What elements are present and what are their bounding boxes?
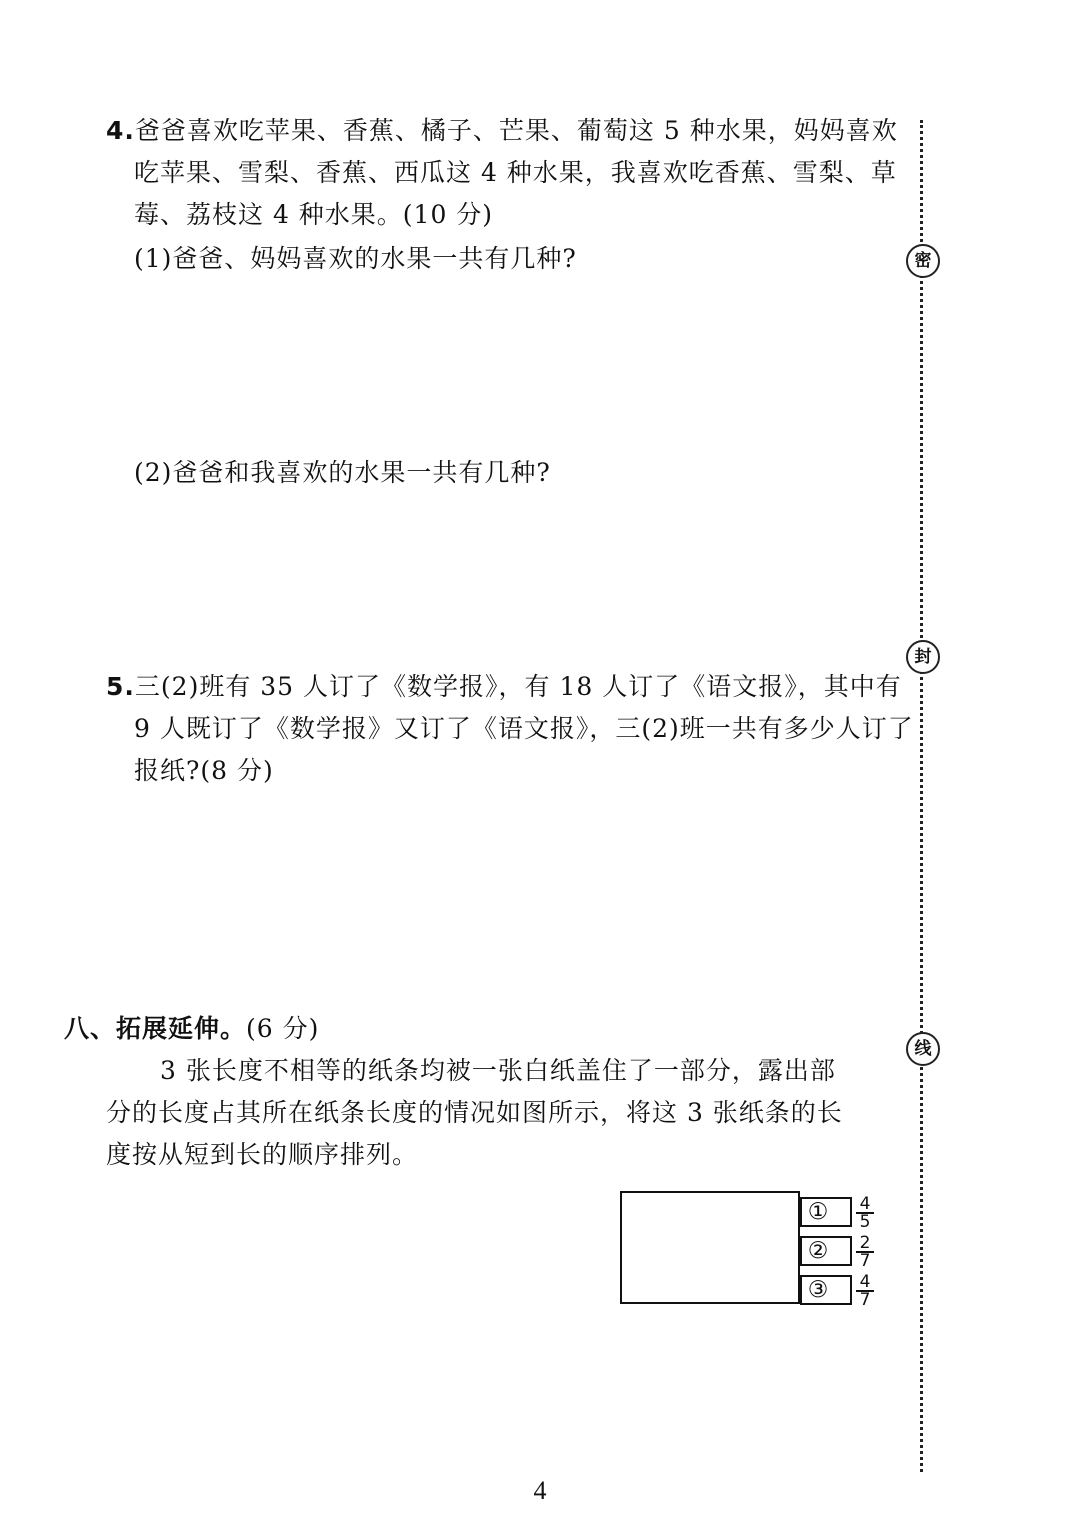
page-number: 4	[533, 1476, 547, 1505]
strip-3-numerator: 4	[856, 1274, 874, 1292]
strip-2-numerator: 2	[856, 1235, 874, 1253]
q5-text-1: 三(2)班有 35 人订了《数学报》，有 18 人订了《语文报》，其中有	[134, 672, 902, 701]
q4-line-2: 吃苹果、雪梨、香蕉、西瓜这 4 种水果，我喜欢吃香蕉、雪梨、草	[134, 158, 897, 187]
section8-line-1: 3 张长度不相等的纸条均被一张白纸盖住了一部分，露出部	[160, 1056, 836, 1085]
section8-line-2: 分的长度占其所在纸条长度的情况如图所示，将这 3 张纸条的长	[106, 1098, 843, 1127]
seal-mark-3: 线	[906, 1032, 940, 1066]
strip-1-denominator: 5	[859, 1212, 871, 1232]
strip-3-fraction	[856, 1274, 874, 1308]
q4-number: 4.	[106, 116, 135, 145]
strip-1-numerator: 4	[856, 1196, 874, 1214]
q5-line-2: 9 人既订了《数学报》又订了《语文报》，三(2)班一共有多少人订了	[134, 714, 914, 743]
section8-line-3: 度按从短到长的顺序排列。	[106, 1140, 419, 1169]
strip-3-label: ③	[807, 1277, 829, 1303]
section8-title: 八、拓展延伸。	[64, 1014, 247, 1043]
seal-mark-2: 封	[906, 640, 940, 674]
section8-score: (6 分)	[246, 1014, 320, 1043]
q5-line-1	[106, 670, 902, 704]
seal-dotted-line	[920, 120, 923, 1472]
strip-2-denominator: 7	[859, 1251, 871, 1271]
q5-number: 5.	[106, 672, 135, 701]
q4-text-1: 爸爸喜欢吃苹果、香蕉、橘子、芒果、葡萄这 5 种水果，妈妈喜欢	[134, 116, 898, 145]
covering-white-paper	[620, 1191, 800, 1304]
q4-line-3: 莓、荔枝这 4 种水果。(10 分)	[134, 200, 494, 229]
strip-2-fraction	[856, 1235, 874, 1269]
q4-line-1	[106, 114, 898, 148]
strip-1-label: ①	[807, 1199, 829, 1225]
q4-sub2: (2)爸爸和我喜欢的水果一共有几种?	[134, 458, 551, 487]
strip-2-label: ②	[807, 1238, 829, 1264]
strip-1-fraction	[856, 1196, 874, 1230]
q4-sub1: (1)爸爸、妈妈喜欢的水果一共有几种?	[134, 244, 577, 273]
seal-mark-1: 密	[906, 244, 940, 278]
section8-heading	[64, 1012, 319, 1046]
q5-line-3: 报纸?(8 分)	[134, 756, 274, 785]
strip-3-denominator: 7	[859, 1290, 871, 1310]
